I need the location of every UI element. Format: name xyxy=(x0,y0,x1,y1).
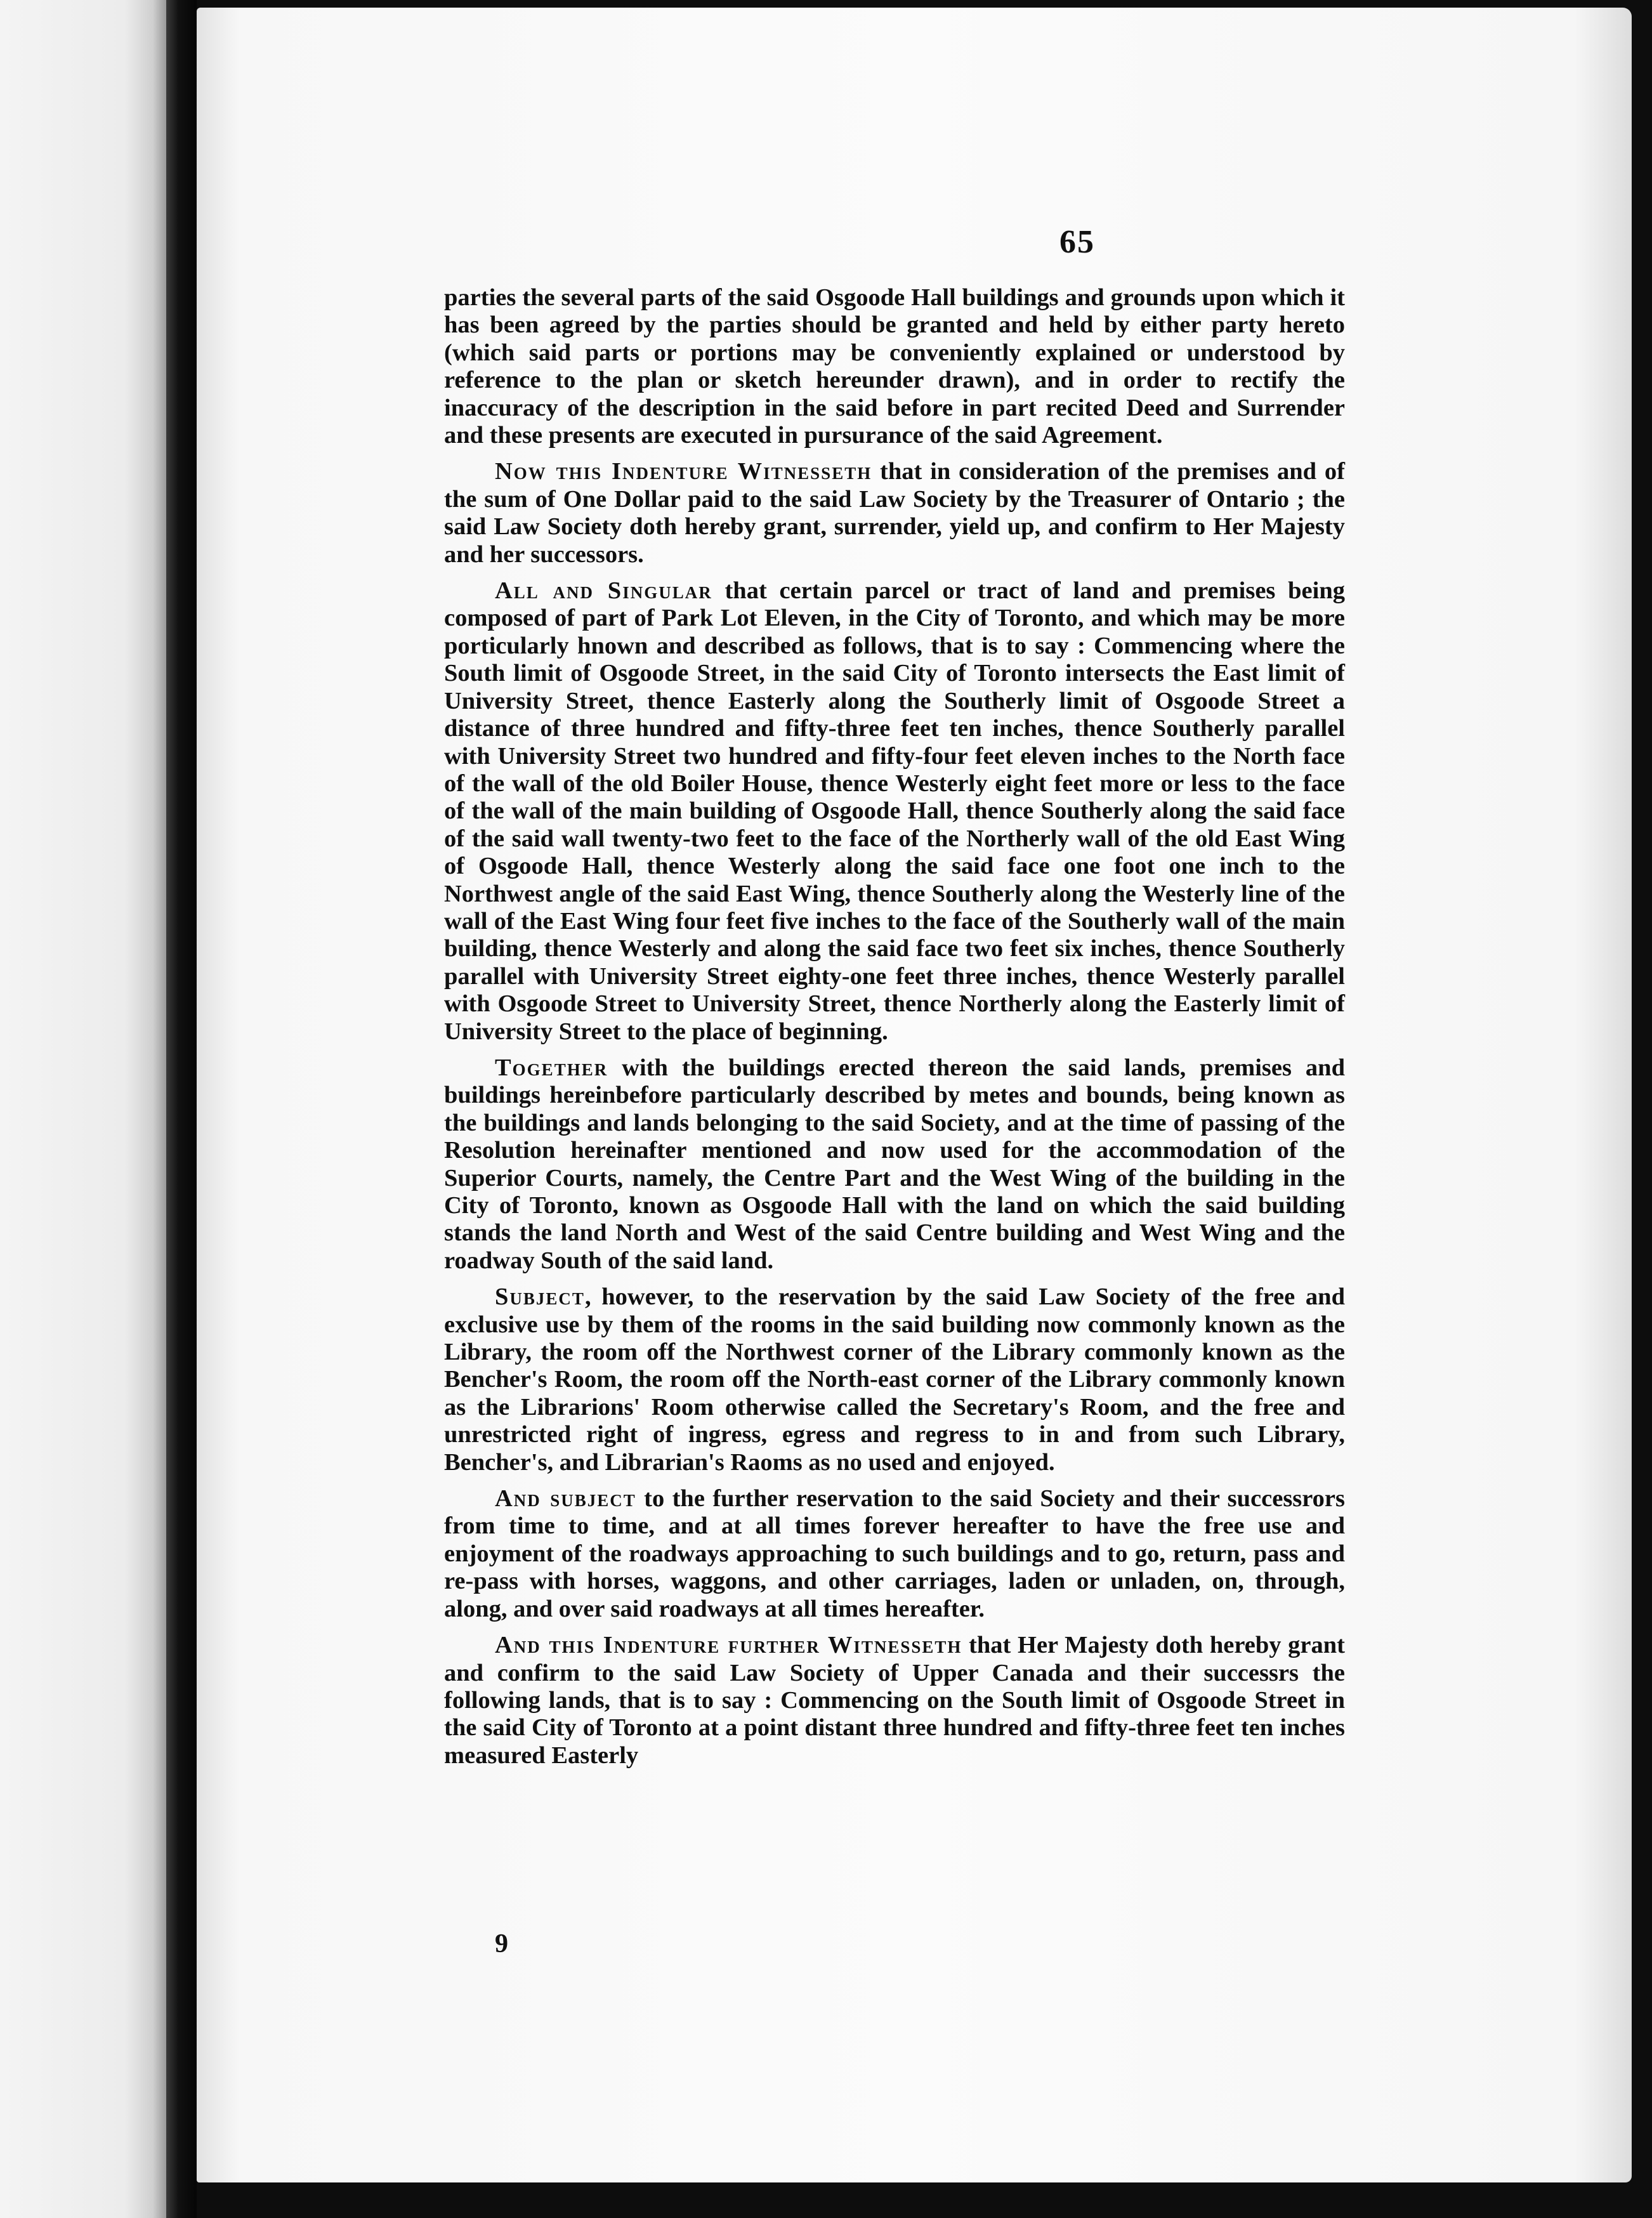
paragraph-text: parties the several parts of the said Osgoode Hall buildings and grounds upon which it has been agreed by the parties should be granted and held by either party hereto (which said parts or portions may be conveniently explained or understood by reference to the plan or sketch hereunder drawn), and in order to rectify the inaccuracy of the description in the said before in part recited Deed and Surrender and these presents are executed in pursurance of the said Agreement. xyxy=(444,284,1345,449)
paragraph-text: that in consideration of the premises and of the sum of One Dollar paid to the said Law Society by the Treasurer of Ontario ; the said Law Society doth hereby grant, surrender, yield up, and confirm to Her Majesty and her successors. xyxy=(444,458,1345,568)
book-gutter xyxy=(166,0,197,2218)
facing-page-edge xyxy=(0,0,166,2218)
paragraph-together xyxy=(444,1054,1345,1275)
paragraph-lead: And subject xyxy=(495,1485,636,1513)
paragraph-text: to the further reservation to the said Society and their successrors from time to time, and at all times forever hereafter to have the free use and enjoyment of the roadways approaching to such buildings and to go, return, pass and re-pass with horses, waggons, and other carriages, laden or unladen, on, through, along, and over said roadways at all times hereafter. xyxy=(444,1485,1346,1622)
paragraph-witnesseth xyxy=(444,458,1345,568)
page-number: 65 xyxy=(1059,224,1095,260)
signature-mark: 9 xyxy=(495,1929,508,1959)
paragraph-lead: And this Indenture further Witnesseth xyxy=(495,1632,962,1659)
paragraph-further-witnesseth xyxy=(444,1632,1345,1769)
paragraph-subject xyxy=(444,1283,1345,1476)
paragraph-and-subject xyxy=(444,1485,1345,1623)
document-body xyxy=(444,284,1345,1778)
paragraph-text: that Her Majesty doth hereby grant and confirm to the said Law Society of Upper Canada and their successrs the following lands, that is to say : Commencing on the South limit of Osgoode Street in the said City of Toronto at a point distant three hundred and fifty-three feet ten inches measured Easterly xyxy=(444,1632,1345,1769)
paragraph-lead: Subject xyxy=(495,1283,585,1311)
paragraph-lead: All and Singular xyxy=(495,577,712,605)
paragraph-text: , however, to the reservation by the said Law Society of the free and exclusive use by them of the rooms in the said building now commonly known as the Library, the room off the Northwest corner of the Library commonly known as the Bencher's Room, the room off the North-east corner of the Library commonly known as the Librarions' Room otherwise called the Secretary's Room, and the free and unrestricted right of ingress, egress and regress to in and from such Library, Bencher's, and Librarian's Raoms as no used and enjoyed. xyxy=(444,1283,1345,1476)
paragraph-lead: Now this Indenture Witnesseth xyxy=(495,458,872,485)
paragraph-all-and-singular xyxy=(444,577,1345,1046)
paragraph-recital xyxy=(444,284,1345,449)
paragraph-text: with the buildings erected thereon the said lands, premises and buildings hereinbefore particularly described by metes and bounds, being known as the buildings and lands belonging to the said Society, and at the time of passing of the Resolution hereinafter mentioned and now used for the accommodation of the Superior Courts, namely, the Centre Part and the West Wing of the building in the City of Toronto, known as Osgoode Hall with the land on which the said building stands the land North and West of the said Centre building and West Wing and the roadway South of the said land. xyxy=(444,1054,1345,1274)
paragraph-text: that certain parcel or tract of land and premises being composed of part of Park Lot Eleven, in the City of Toronto, and which may be more porticularly hnown and described as follows, that is to say : Commencing where the South limit of Osgoode Street, in the said City of Toronto intersects the East limit of University Street, thence Easterly along the Southerly limit of Osgoode Street a distance of three hundred and fifty-three feet ten inches, thence Southerly parallel with University Street two hundred and fifty-four feet eleven inches to the North face of the wall of the old Boiler House, thence Westerly eight feet more or less to the face of the wall of the main building of Osgoode Hall, thence Southerly along the said face of the said wall twenty-two feet to the face of the Northerly wall of the old East Wing of Osgoode Hall, thence Westerly along the said face one foot one inch to the Northwest angle of the said East Wing, thence Southerly along the Westerly line of the wall of the East Wing four feet five inches to the face of the Southerly wall of the main building, thence Westerly and along the said face two feet six inches, thence Southerly parallel with University Street eighty-one feet three inches, thence Westerly parallel with Osgoode Street to University Street, thence Northerly along the Easterly limit of University Street to the place of beginning. xyxy=(444,577,1346,1045)
paragraph-lead: Together xyxy=(495,1054,608,1081)
